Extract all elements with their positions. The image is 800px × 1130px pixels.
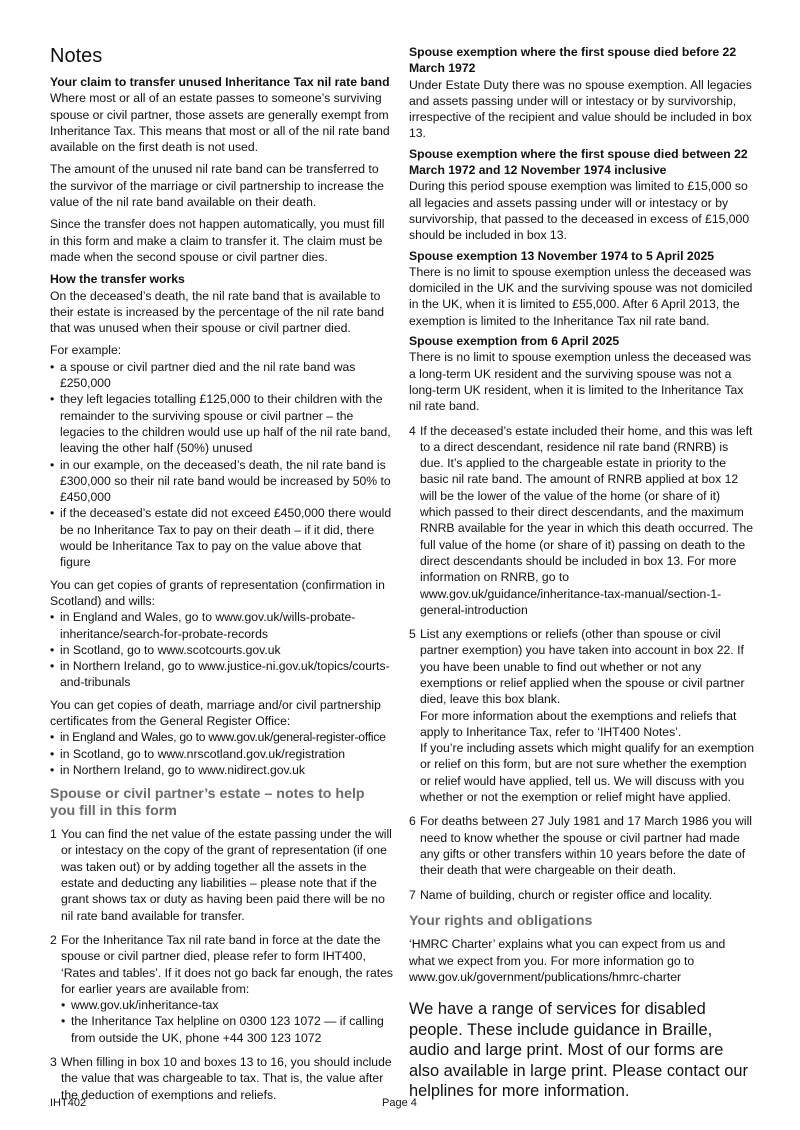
exemption-text: There is no limit to spouse exemption unless the deceased was domiciled in the UK and the surviving spouse was not domiciled in the UK, when it is limited to £55,000. After 6 April 2013, the exemption is limited to the Inheritance Tax nil rate band. xyxy=(409,264,753,328)
note-text: For deaths between 27 July 1981 and 17 March 1986 you will need to know whether the spouse or civil partner had made any gifts or other transfers within 10 years before the date of their death that were chargeable on their death. xyxy=(420,814,752,878)
spouse-estate-heading: Spouse or civil partner’s estate – notes to help you fill in this form xyxy=(50,786,365,819)
list-item: • in Scotland, go to www.nrscotland.gov.uk/registration xyxy=(50,746,393,762)
claim-paragraph-3: Since the transfer does not happen automatically, you must fill in this form and make a claim to transfer it. The claim must be made when the second spouse or civil partner dies. xyxy=(50,217,385,264)
exemption-heading: Spouse exemption 13 November 1974 to 5 April 2025 xyxy=(409,248,715,263)
note-number: 3 xyxy=(50,1055,57,1070)
numbered-note xyxy=(50,932,393,1046)
grants-intro: You can get copies of grants of representation (confirmation in Scotland) and wills: xyxy=(50,577,385,608)
exemption-text: There is no limit to spouse exemption unless the deceased was a long-term UK resident and the surviving spouse was not a long-term UK resident, when it is limited to the Inheritance Tax nil rate band. xyxy=(409,350,752,414)
grants-list xyxy=(50,609,393,690)
exemption-text: During this period spouse exemption was limited to £15,000 so all legacies and assets passing under will or intestacy or by survivorship, that passed to the deceased in excess of £15,000 should be included in box 13. xyxy=(409,179,750,243)
rights-text: ‘HMRC Charter’ explains what you can expect from us and what we expect from you. For more information go to www.gov.uk/government/publications/hmrc-charter xyxy=(409,937,726,984)
claim-paragraph-1: Where most or all of an estate passes to someone’s surviving spouse or civil partner, those assets are generally exempt from Inheritance Tax. This means that most or all of the nil rate band available on the first death is not used. xyxy=(50,91,390,155)
numbered-note xyxy=(409,626,754,805)
list-item: • in England and Wales, go to www.gov.uk/general-register-office xyxy=(50,729,393,745)
exemption-block xyxy=(409,333,754,414)
note-number: 4 xyxy=(409,423,416,438)
example-list xyxy=(50,359,393,571)
example-label: For example: xyxy=(50,343,122,358)
exemption-heading: Spouse exemption from 6 April 2025 xyxy=(409,334,620,349)
right-column xyxy=(409,44,754,1102)
list-item: • in England and Wales, go to www.gov.uk/wills-probate-inheritance/search-for-probate-records xyxy=(50,609,393,642)
disabled-services-notice: We have a range of services for disabled people. These include guidance in Braille, audio and large print. Most of our forms are also available in large print. Please contact our helplines for more information. xyxy=(409,1000,748,1101)
note-text: List any exemptions or reliefs (other than spouse or civil partner exemption) you have taken into account in box 22. If you have been unable to find out whether or not any exemptions or relief applied when the spouse or civil partner died, leave this box blank. xyxy=(420,627,745,707)
list-item: • www.gov.uk/inheritance-tax xyxy=(61,997,393,1013)
page-number: Page 4 xyxy=(382,1097,417,1109)
exemption-heading: Spouse exemption where the first spouse died before 22 March 1972 xyxy=(409,45,737,76)
list-item: • they left legacies totalling £125,000 to their children with the remainder to the surviving spouse or civil partner – the legacies to the children would use up half of the nil rate band, leaving the other half (50%) unused xyxy=(50,391,393,456)
exemption-heading: Spouse exemption where the first spouse died between 22 March 1972 and 12 November 1974 inclusive xyxy=(409,146,748,178)
note-text: Name of building, church or register office and locality. xyxy=(420,887,713,902)
list-item: • if the deceased’s estate did not exceed £450,000 there would be no Inheritance Tax to pay on their death – if it did, there would be Inheritance Tax to pay on the value above that figure xyxy=(50,505,393,570)
note-text: If you’re including assets which might qualify for an exemption or relief on this form, but are not sure whether the exemption or relief would have applied, tell us. We will discuss with you whether or not the exemption or relief might have applied. xyxy=(420,741,754,805)
certificates-list xyxy=(50,729,393,778)
note-text: You can find the net value of the estate passing under the will or intestacy on the copy of the grant of representation (if one was taken out) or by adding together all the assets in the estate and deducting any liabilities – please note that if the grant shows tax or duty as having been paid there will be no nil rate band available for transfer. xyxy=(61,827,392,923)
numbered-note xyxy=(50,826,393,924)
list-item: • the Inheritance Tax helpline on 0300 123 1072 — if calling from outside the UK, phone +44 300 123 1072 xyxy=(61,1013,393,1046)
list-item: • in our example, on the deceased’s death, the nil rate band is £300,000 so their nil rate band would be increased by 50% to £450,000 xyxy=(50,457,393,506)
left-column xyxy=(50,44,393,1111)
claim-paragraph-2: The amount of the unused nil rate band can be transferred to the survivor of the marriage or civil partnership to increase the value of the nil rate band available on their death. xyxy=(50,162,384,210)
list-item: • in Scotland, go to www.scotcourts.gov.uk xyxy=(50,642,393,658)
how-heading: How the transfer works xyxy=(50,272,185,287)
exemption-text: Under Estate Duty there was no spouse exemption. All legacies and assets passing under will or intestacy or by survivorship, irrespective of the recipient and value should be included in box 13. xyxy=(409,77,752,141)
note-text: If the deceased’s estate included their home, and this was left to a direct descendant, residence nil rate band (RNRB) is due. It’s applied to the chargeable estate in priority to the basic nil rate band. The amount of RNRB applied at box 12 will be the lower of the value of the home (or share of it) which passed to their direct descendants, and the maximum RNRB available for the year in which this death occurred. The full value of the home (or share of it) passing on death to the direct descendants should be included in box 13. For more information on RNRB, go to www.gov.uk/guidance/inheritance-tax-manual/section-1-general-introduction xyxy=(420,423,754,617)
note-text: When filling in box 10 and boxes 13 to 16, you should include the value that was chargeable to tax. That is, the value after the deduction of exemptions and reliefs. xyxy=(61,1055,392,1102)
numbered-note xyxy=(409,813,754,878)
exemption-block xyxy=(409,44,754,142)
note-number: 5 xyxy=(409,627,416,642)
rates-sources-list xyxy=(61,997,393,1046)
numbered-note xyxy=(50,1054,393,1103)
note-number: 2 xyxy=(50,932,57,947)
certificates-intro: You can get copies of death, marriage and/or civil partnership certificates from the General Register Office: xyxy=(50,697,381,728)
rights-heading: Your rights and obligations xyxy=(409,912,593,929)
exemption-block xyxy=(409,248,754,329)
page-title: Notes xyxy=(50,45,103,67)
exemption-block xyxy=(409,146,754,244)
list-item: • a spouse or civil partner died and the nil rate band was £250,000 xyxy=(50,359,393,392)
right-notes-list xyxy=(409,423,754,903)
list-item: • in Northern Ireland, go to www.nidirect.gov.uk xyxy=(50,762,393,778)
note-text: For more information about the exemptions and reliefs that apply to Inheritance Tax, refer to ‘IHT400 Notes’. xyxy=(420,708,737,739)
form-code: IHT402 xyxy=(50,1097,87,1109)
note-number: 1 xyxy=(50,827,57,842)
how-paragraph: On the deceased’s death, the nil rate band that is available to their estate is increased by the percentage of the nil rate band that was unused when their spouse or civil partner died. xyxy=(50,288,385,336)
note-number: 7 xyxy=(409,887,416,902)
note-text: For the Inheritance Tax nil rate band in force at the date the spouse or civil partner died, please refer to form IHT400, ‘Rates and tables’. If it does not go back far enough, the rates for earlier years are available from: xyxy=(61,932,393,996)
claim-heading: Your claim to transfer unused Inheritance Tax nil rate band xyxy=(50,75,390,89)
spouse-notes-list xyxy=(50,826,393,1103)
list-item: • in Northern Ireland, go to www.justice-ni.gov.uk/topics/courts-and-tribunals xyxy=(50,658,393,691)
note-number: 6 xyxy=(409,814,416,829)
numbered-note xyxy=(409,887,754,903)
numbered-note xyxy=(409,423,754,619)
